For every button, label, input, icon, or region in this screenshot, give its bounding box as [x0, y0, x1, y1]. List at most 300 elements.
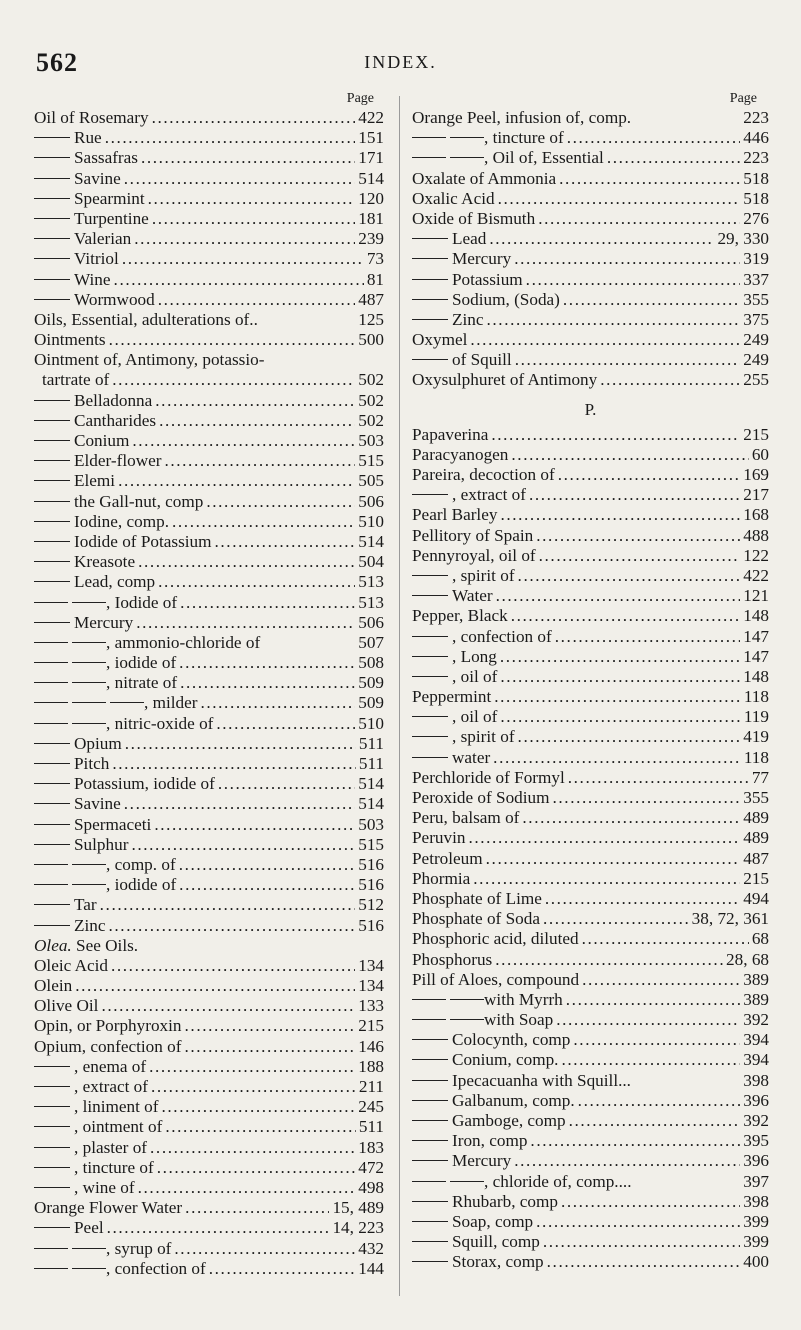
ditto-dash [34, 783, 70, 784]
entry-term: Oil of Rosemary [34, 108, 149, 127]
page-reference: 511 [358, 1117, 384, 1137]
index-entry [34, 1218, 384, 1238]
leader-dots [561, 1192, 740, 1212]
ditto-dash [34, 803, 70, 804]
page-reference: 487 [358, 289, 384, 309]
entry-term: Water [452, 586, 493, 606]
entry-term: Phosphate of Soda [412, 909, 540, 929]
index-entry [412, 1050, 769, 1070]
entry-term: , tincture of [74, 1157, 154, 1177]
index-entry [412, 1091, 769, 1111]
leader-dots [216, 714, 355, 734]
column-divider [399, 96, 400, 1296]
page-reference: 399 [743, 1211, 769, 1231]
leader-dots [124, 169, 355, 189]
entry-term: , iodide of [106, 875, 177, 895]
leader-dots [111, 956, 355, 976]
ditto-dash [34, 541, 70, 542]
page-reference: 396 [743, 1090, 769, 1110]
page-reference: 502 [358, 410, 384, 430]
index-entry [34, 1138, 384, 1158]
index-entry [412, 1151, 769, 1171]
entry-term: , comp. of [106, 854, 176, 874]
entry-term: , ointment of [74, 1117, 163, 1137]
leader-dots [582, 929, 749, 949]
page-reference: 494 [743, 888, 769, 908]
page-reference: 487 [743, 848, 769, 868]
leader-dots [563, 290, 740, 310]
leader-dots [185, 1198, 329, 1218]
page-column-label: Page [729, 91, 757, 106]
index-entry [412, 808, 769, 828]
page-reference: 134 [358, 955, 384, 975]
page-reference: 81 [366, 269, 384, 289]
page-reference: 68 [751, 929, 769, 949]
entry-term: Orange Flower Water [34, 1198, 183, 1218]
ditto-dash [34, 258, 70, 259]
leader-dots [515, 350, 741, 370]
entry-term: the Gall-nut, comp [74, 491, 204, 511]
page-reference: 355 [743, 788, 769, 807]
page-number: 562 [36, 48, 78, 77]
entry-term: , nitrate of [106, 673, 178, 693]
ditto-dash [34, 480, 70, 481]
leader-dots [185, 1037, 356, 1057]
leader-dots [114, 270, 364, 290]
entry-term: Phosphate of Lime [412, 888, 542, 908]
leader-dots [522, 808, 740, 828]
ditto-dash [34, 218, 70, 219]
ditto-dash [110, 702, 144, 703]
leader-dots [547, 1252, 741, 1272]
index-entry [34, 532, 384, 552]
index-entry [34, 451, 384, 471]
ditto-dash [34, 279, 70, 280]
leader-dots [179, 653, 355, 673]
index-entry [412, 586, 769, 606]
index-entry [34, 1016, 384, 1036]
page-reference: 319 [743, 249, 769, 269]
index-entry [34, 633, 384, 653]
entry-term: Pill of Aloes, compound [412, 969, 580, 989]
ditto-dash [412, 319, 448, 320]
page-reference: 395 [743, 1131, 769, 1151]
index-entry [34, 956, 384, 976]
entry-term: Oxalate of Ammonia [412, 168, 557, 188]
leader-dots [511, 445, 748, 465]
index-entry [34, 653, 384, 673]
page-reference: 29, 330 [717, 229, 769, 249]
ditto-dash [34, 198, 70, 199]
page-reference: 146 [358, 1036, 384, 1056]
page-reference: 398 [743, 1070, 769, 1090]
leader-dots [530, 1131, 740, 1151]
entry-term: Potassium, iodide of [74, 774, 215, 794]
entry-term: Conium [74, 431, 130, 450]
leader-dots [566, 990, 740, 1010]
entry-term: Belladonna [74, 390, 153, 410]
page-reference: 171 [358, 148, 384, 168]
entry-term: Savine [74, 794, 121, 814]
page-reference: 515 [358, 451, 384, 471]
page-reference: 514 [358, 531, 384, 551]
page-reference: 276 [743, 208, 769, 228]
page-reference: 397 [743, 1171, 769, 1191]
ditto-dash [412, 999, 446, 1000]
page-reference: 507 [358, 632, 384, 652]
ditto-dash [34, 763, 70, 764]
index-entry [34, 613, 384, 633]
leader-dots [155, 391, 355, 411]
leader-dots [536, 1212, 740, 1232]
page-reference: 215 [743, 424, 769, 444]
entry-term: with Soap [484, 1010, 554, 1030]
leader-dots [122, 249, 364, 269]
entry-term: Wormwood [74, 289, 155, 309]
index-entry [412, 330, 769, 350]
page-reference: 516 [358, 915, 384, 935]
leader-dots [568, 768, 749, 788]
index-entry [412, 229, 769, 249]
ditto-dash [412, 238, 448, 239]
entry-term: Oxymel [412, 330, 468, 350]
page-reference: 389 [743, 969, 769, 989]
index-entry [34, 1057, 384, 1077]
ditto-dash [34, 723, 68, 724]
page-reference: 399 [743, 1232, 769, 1252]
leader-dots [131, 835, 355, 855]
leader-dots [179, 855, 356, 875]
ditto-dash [72, 602, 106, 603]
entry-term: , Oil of, Essential [484, 148, 604, 168]
entry-term: tartrate of [42, 370, 110, 390]
leader-dots [600, 370, 740, 390]
page-reference: 446 [743, 128, 769, 148]
ditto-dash [72, 662, 106, 663]
entry-term: Olive Oil [34, 996, 99, 1016]
index-entry [34, 1178, 384, 1198]
page-reference: 419 [743, 727, 769, 747]
ditto-dash [72, 702, 106, 703]
index-entry [412, 148, 769, 168]
leader-dots [158, 572, 355, 592]
leader-dots [154, 815, 355, 835]
ditto-dash [412, 736, 448, 737]
leader-dots [470, 330, 740, 350]
entry-term: Colocynth, comp [452, 1030, 571, 1050]
ditto-dash [34, 1227, 70, 1228]
entry-term: , milder [144, 693, 198, 713]
leader-dots [159, 411, 355, 431]
entry-term: , ammonio-chloride of [106, 632, 261, 652]
leader-dots [174, 1239, 355, 1259]
entry-term: Galbanum, comp. [452, 1090, 575, 1110]
entry-term: Pitch [74, 754, 110, 773]
ditto-dash [450, 157, 484, 158]
entry-term: Iodine, comp. [74, 511, 169, 531]
leader-dots [514, 1151, 740, 1171]
leader-dots [487, 310, 741, 330]
page-reference: 506 [358, 491, 384, 511]
entry-term: Pellitory of Spain [412, 525, 534, 545]
entry-term: Oxalic Acid [412, 188, 495, 208]
leader-dots [158, 290, 355, 310]
ditto-dash [412, 1140, 448, 1141]
entry-term: water [452, 747, 491, 767]
leader-dots [172, 512, 355, 532]
entry-term: , extract of [74, 1077, 148, 1096]
leader-dots [553, 788, 741, 808]
index-entry [34, 774, 384, 794]
page-reference: 396 [743, 1151, 769, 1171]
index-entry [412, 1131, 769, 1151]
leader-dots [473, 869, 740, 889]
page-reference: 119 [743, 707, 769, 727]
page-reference: 121 [743, 586, 769, 606]
ditto-dash [34, 460, 70, 461]
entry-term: Ointment of, Antimony, potassio- [34, 350, 265, 370]
leader-dots [141, 148, 355, 168]
entry-term: , tincture of [484, 128, 564, 148]
ditto-dash [412, 757, 448, 758]
index-entry [412, 950, 769, 970]
index-entry [34, 1117, 384, 1137]
leader-dots [136, 613, 355, 633]
leader-dots [180, 673, 355, 693]
index-entry [412, 1111, 769, 1131]
index-entry [412, 627, 769, 647]
page-reference: 217 [743, 485, 769, 505]
leader-dots [556, 1010, 740, 1030]
leader-dots [165, 1117, 356, 1137]
page-reference: 188 [358, 1056, 384, 1076]
ditto-dash [34, 1066, 70, 1067]
index-entry [412, 869, 769, 889]
page-reference: 392 [743, 1010, 769, 1030]
leader-dots [559, 169, 740, 189]
page-reference: 14, 223 [332, 1218, 384, 1238]
entry-term: Vitriol [74, 249, 119, 269]
index-entry [34, 330, 384, 350]
page-reference: 422 [358, 108, 384, 127]
ditto-dash [72, 682, 106, 683]
entry-term: , enema of [74, 1056, 147, 1076]
index-entry [34, 310, 384, 330]
index-entry [34, 552, 384, 572]
leader-dots [164, 451, 355, 471]
ditto-dash [412, 299, 448, 300]
ditto-dash [412, 1261, 448, 1262]
index-entry [412, 667, 769, 687]
index-entry [34, 593, 384, 613]
index-entry [34, 1158, 384, 1178]
index-entry [34, 1037, 384, 1057]
entry-term: Pepper, Black [412, 606, 508, 626]
page-reference: 511 [358, 754, 384, 773]
page-reference: 249 [743, 330, 769, 350]
leader-dots [511, 606, 740, 626]
leader-dots [118, 471, 355, 491]
page-reference: 398 [743, 1191, 769, 1211]
index-entry [34, 128, 384, 148]
index-entry [412, 209, 769, 229]
entry-term: , extract of [452, 485, 526, 505]
entry-term: Squill, comp [452, 1232, 540, 1252]
ditto-dash [412, 1059, 448, 1060]
index-entry [34, 169, 384, 189]
index-entry [34, 1239, 384, 1259]
ditto-dash [412, 1181, 446, 1182]
leader-dots [75, 976, 355, 996]
leader-dots [489, 229, 714, 249]
entry-term: , plaster of [74, 1137, 148, 1157]
page-reference: 133 [358, 996, 384, 1016]
leader-dots [152, 209, 355, 229]
index-list [412, 108, 769, 391]
page-reference: 518 [743, 188, 769, 208]
entry-term: , oil of [452, 707, 498, 727]
entry-term: , confection of [106, 1258, 206, 1278]
leader-dots [109, 916, 356, 936]
entry-term: Paracyanogen [412, 444, 509, 464]
section-letter: P. [584, 399, 597, 419]
page-reference: 147 [743, 646, 769, 666]
page-reference: 509 [358, 693, 384, 713]
page-reference: 518 [743, 168, 769, 188]
page-reference: 514 [358, 774, 384, 794]
entry-term: Pareira, decoction of [412, 465, 555, 484]
ditto-dash [34, 1187, 70, 1188]
page-reference: 489 [743, 808, 769, 828]
index-entry [34, 391, 384, 411]
ditto-dash [34, 864, 68, 865]
index-entry [34, 148, 384, 168]
index-entry [412, 1192, 769, 1212]
leader-dots [179, 875, 355, 895]
page-reference: 503 [358, 431, 384, 450]
leader-dots [543, 909, 689, 929]
page-reference: 500 [358, 330, 384, 350]
index-entry [412, 889, 769, 909]
entry-term: Peru, balsam of [412, 808, 520, 828]
index-entry [34, 976, 384, 996]
ditto-dash [72, 1248, 106, 1249]
entry-term: , syrup of [106, 1238, 172, 1258]
index-entry [34, 350, 384, 370]
index-entry [412, 929, 769, 949]
index-entry [34, 492, 384, 512]
ditto-dash [450, 1181, 484, 1182]
index-entry [412, 566, 769, 586]
leader-dots [607, 148, 740, 168]
page-reference: 151 [358, 128, 384, 148]
index-entry [34, 815, 384, 835]
entry-term: Soap, comp [452, 1211, 534, 1231]
page-reference: 389 [743, 989, 769, 1009]
page-reference: 488 [743, 525, 769, 545]
page-reference: 148 [743, 666, 769, 686]
ditto-dash [34, 299, 70, 300]
leader-dots [500, 505, 740, 525]
page-reference: 394 [743, 1030, 769, 1050]
ditto-dash [34, 1268, 68, 1269]
index-entry [412, 1030, 769, 1050]
entry-term: Lead [452, 229, 487, 249]
index-entry [34, 512, 384, 532]
leader-dots [498, 189, 741, 209]
page-reference: 245 [358, 1097, 384, 1117]
ditto-dash [412, 595, 448, 596]
leader-dots [491, 425, 740, 445]
index-entry [34, 936, 384, 956]
leader-dots [209, 1259, 355, 1279]
index-entry [34, 754, 384, 774]
index-entry [412, 788, 769, 808]
leader-dots [493, 748, 741, 768]
leader-dots [152, 108, 356, 128]
entry-term: Gamboge, comp [452, 1111, 566, 1130]
leader-dots [543, 1232, 740, 1252]
ditto-dash [34, 1106, 70, 1107]
entry-term: Elemi [74, 471, 116, 491]
entry-term: Oils, Essential, adulterations of.. [34, 309, 258, 329]
entry-term: Opium, confection of [34, 1036, 182, 1056]
ditto-dash [34, 1248, 68, 1249]
index-entry [34, 370, 384, 390]
leader-dots [125, 734, 356, 754]
leader-dots [518, 727, 741, 747]
leader-dots [494, 687, 741, 707]
page-reference: 215 [743, 868, 769, 888]
entry-term: Spermaceti [74, 814, 152, 834]
entry-term: Oxysulphuret of Antimony [412, 370, 598, 390]
entry-term: Rue [74, 128, 102, 148]
entry-term: , Long [452, 646, 497, 666]
index-entry [412, 370, 769, 390]
leader-dots [206, 492, 355, 512]
leader-dots [138, 1178, 356, 1198]
page-reference: 144 [358, 1258, 384, 1278]
leader-dots [134, 229, 355, 249]
leader-dots [518, 566, 741, 586]
index-entry [34, 431, 384, 451]
index-entry [412, 526, 769, 546]
page-reference: 505 [358, 471, 384, 491]
ditto-dash [450, 999, 484, 1000]
ditto-dash [412, 258, 448, 259]
ditto-dash [412, 157, 446, 158]
index-entry [412, 425, 769, 445]
index-entry [412, 310, 769, 330]
leader-dots [107, 1218, 330, 1238]
entry-term: Kreasote [74, 552, 136, 572]
page-reference: 513 [358, 592, 384, 612]
page-reference: 169 [743, 465, 769, 484]
entry-term: , iodide of [106, 653, 177, 673]
ditto-dash [72, 884, 106, 885]
index-entry [34, 290, 384, 310]
leader-dots [558, 465, 741, 485]
ditto-dash [34, 682, 68, 683]
index-entry [412, 485, 769, 505]
index-entry [412, 707, 769, 727]
leader-dots [218, 774, 355, 794]
page-reference: 472 [358, 1157, 384, 1177]
index-entry [412, 727, 769, 747]
leader-dots [545, 889, 740, 909]
page-reference: 211 [358, 1077, 384, 1096]
leader-dots [151, 1077, 356, 1097]
